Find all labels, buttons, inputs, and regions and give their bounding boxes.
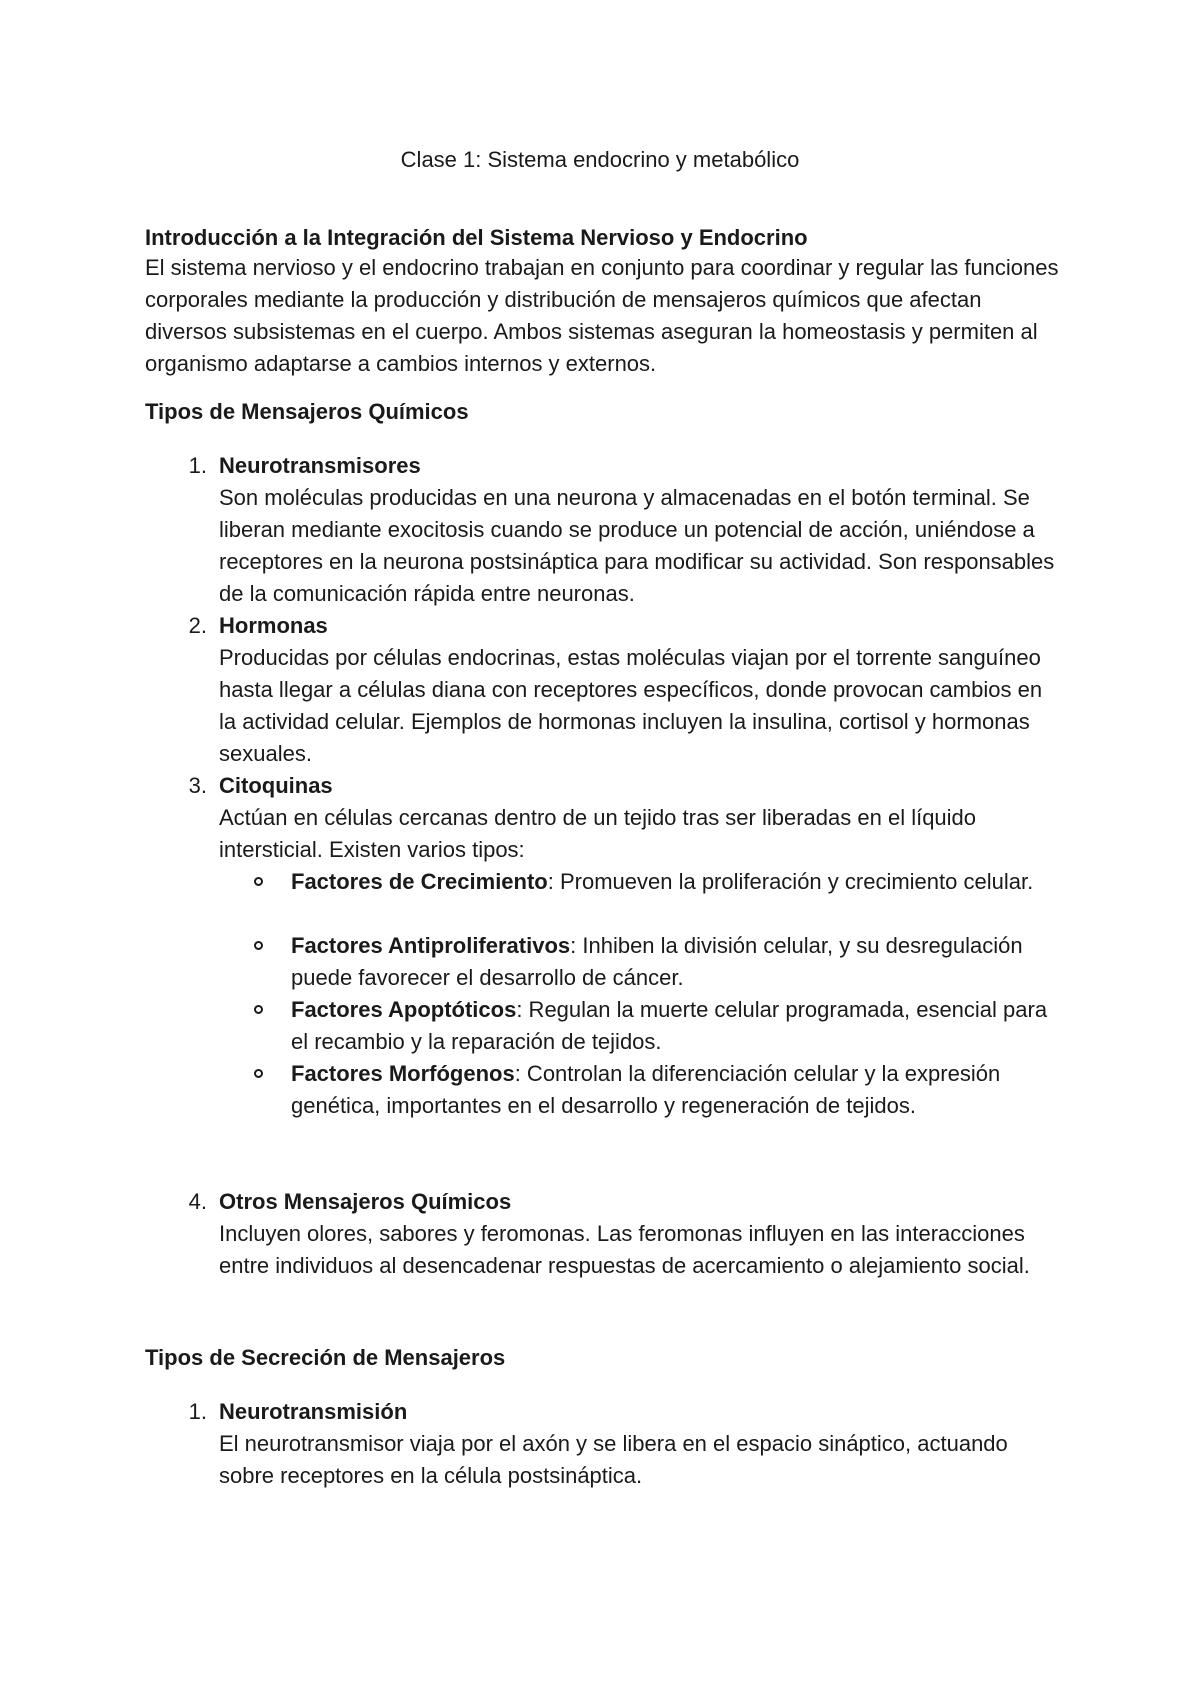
item-text: Actúan en células cercanas dentro de un tejido tras ser liberadas en el líquido intersticial. Existen varios tipos: xyxy=(219,805,977,862)
item-title: Hormonas xyxy=(219,613,328,638)
item-text: Son moléculas producidas en una neurona y almacenadas en el botón terminal. Se liberan mediante exocitosis cuando se produce un potencial de acción, uniéndose a receptores en la neurona postsináptica para modificar su actividad. Son responsables de la comunicación rápida entre neuronas. xyxy=(219,485,1055,606)
secrecion-heading: Tipos de Secreción de Mensajeros xyxy=(145,1345,506,1370)
hollow-bullet-icon xyxy=(254,1005,263,1014)
list-number: 2. xyxy=(188,613,207,638)
subitem-desc: : Regulan la muerte celular programada, esencial para el recambio y la reparación de tejidos. xyxy=(291,997,1048,1054)
list-number: 1. xyxy=(188,1399,207,1424)
item-text: Incluyen olores, sabores y feromonas. Las feromonas influyen en las interacciones entre individuos al desencadenar respuestas de acercamiento o alejamiento social. xyxy=(219,1221,1030,1278)
intro-section xyxy=(145,222,1065,380)
intro-heading: Introducción a la Integración del Sistema Nervioso y Endocrino xyxy=(145,225,808,250)
subitem-term: Factores Antiproliferativos xyxy=(291,933,571,958)
mensajeros-heading-section xyxy=(145,396,1065,428)
subitem-desc: : Promueven la proliferación y crecimiento celular. xyxy=(547,869,1034,894)
sublist-item xyxy=(145,866,1065,898)
hollow-bullet-icon xyxy=(254,1069,263,1078)
item-text: El neurotransmisor viaja por el axón y se libera en el espacio sináptico, actuando sobre receptores en la célula postsináptica. xyxy=(219,1431,1008,1488)
item-title: Otros Mensajeros Químicos xyxy=(219,1189,512,1214)
item-title: Neurotransmisores xyxy=(219,453,421,478)
sublist-item xyxy=(145,994,1065,1058)
subitem-term: Factores de Crecimiento xyxy=(291,869,548,894)
list-number: 1. xyxy=(188,453,207,478)
item-title: Citoquinas xyxy=(219,773,333,798)
sublist-item xyxy=(145,930,1065,994)
subitem-desc: : Inhiben la división celular, y su desregulación puede favorecer el desarrollo de cáncer. xyxy=(291,933,1023,990)
list-number: 3. xyxy=(188,773,207,798)
sublist-item xyxy=(145,1058,1065,1122)
hollow-bullet-icon xyxy=(254,941,263,950)
subitem-desc: : Controlan la diferenciación celular y la expresión genética, importantes en el desarrollo y regeneración de tejidos. xyxy=(291,1061,1001,1118)
subitem-term: Factores Apoptóticos xyxy=(291,997,517,1022)
document-title: Clase 1: Sistema endocrino y metabólico xyxy=(400,147,800,172)
subitem-term: Factores Morfógenos xyxy=(291,1061,515,1086)
mensajeros-heading: Tipos de Mensajeros Químicos xyxy=(145,399,469,424)
secrecion-heading-section xyxy=(145,1342,1065,1374)
intro-paragraph: El sistema nervioso y el endocrino trabajan en conjunto para coordinar y regular las funciones corporales mediante la producción y distribución de mensajeros químicos que afectan diversos subsistemas en el cuerpo. Ambos sistemas aseguran la homeostasis y permiten al organismo adaptarse a cambios internos y externos. xyxy=(145,255,1059,376)
item-title: Neurotransmisión xyxy=(219,1399,408,1424)
list-number: 4. xyxy=(188,1189,207,1214)
item-text: Producidas por células endocrinas, estas moléculas viajan por el torrente sanguíneo hasta llegar a células diana con receptores específicos, donde provocan cambios en la actividad celular. Ejemplos de hormonas incluyen la insulina, cortisol y hormonas sexuales. xyxy=(219,645,1043,766)
hollow-bullet-icon xyxy=(254,877,263,886)
